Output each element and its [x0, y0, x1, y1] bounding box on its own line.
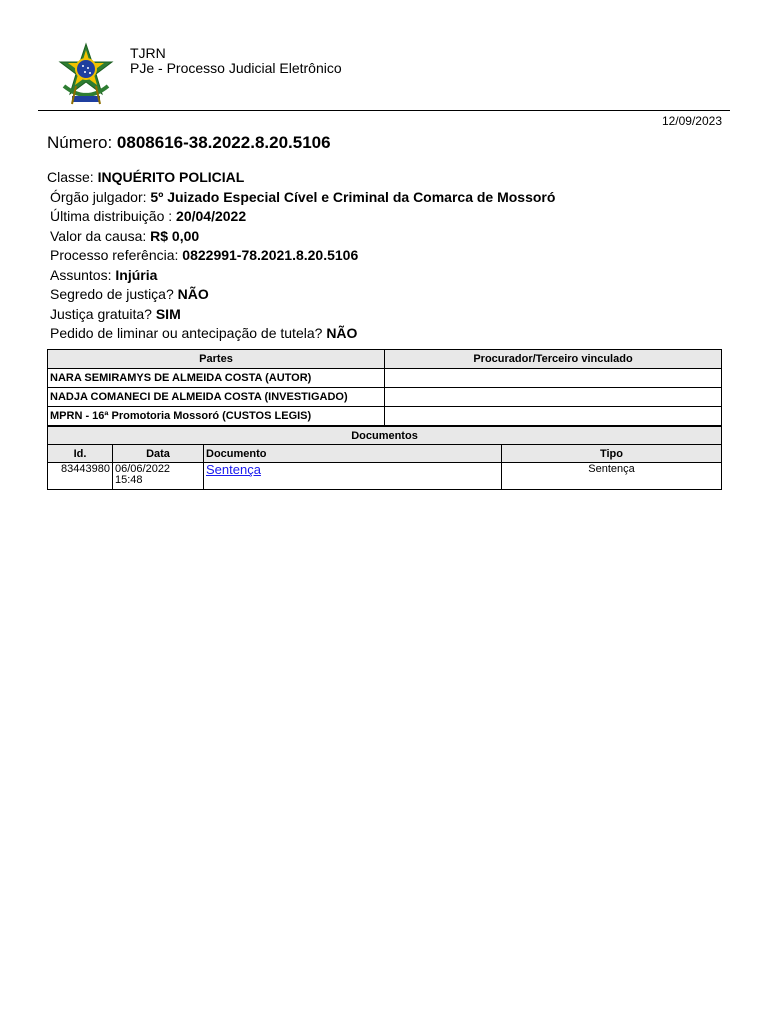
process-number-value: 0808616-38.2022.8.20.5106 — [116, 133, 331, 152]
party-attorney — [385, 388, 722, 407]
field-value: R$ 0,00 — [150, 227, 200, 244]
field-value: SIM — [155, 305, 181, 322]
table-row — [48, 463, 722, 490]
org-short-name: TJRN — [130, 45, 166, 61]
system-name: PJe - Processo Judicial Eletrônico — [130, 60, 342, 76]
table-row — [48, 407, 722, 426]
field-pedido-liminar — [47, 324, 555, 344]
party-name: MPRN - 16ª Promotoria Mossoró (CUSTOS LEGIS) — [48, 407, 385, 426]
table-row — [48, 388, 722, 407]
document-time: 15:48 — [115, 474, 143, 486]
field-label: Órgão julgador: — [50, 188, 151, 205]
field-value: 20/04/2022 — [176, 208, 247, 224]
field-processo-referencia — [47, 246, 555, 266]
date-column-header: Data — [113, 445, 204, 463]
party-name: NARA SEMIRAMYS DE ALMEIDA COSTA (AUTOR) — [48, 369, 385, 388]
documents-table — [47, 426, 722, 490]
field-value: INQUÉRITO POLICIAL — [97, 169, 245, 185]
field-label: Assuntos: — [50, 266, 116, 283]
field-segredo-justica — [47, 285, 555, 305]
party-attorney — [385, 369, 722, 388]
document-column-header: Documento — [204, 445, 502, 463]
page-header — [38, 38, 730, 111]
id-column-header: Id. — [48, 445, 113, 463]
field-classe — [47, 168, 555, 188]
field-valor-causa — [47, 227, 555, 247]
document-cell — [204, 463, 502, 490]
field-value: Injúria — [115, 266, 158, 283]
parties-column-header: Partes — [48, 350, 385, 369]
field-label: Processo referência: — [50, 247, 183, 263]
attorney-column-header: Procurador/Terceiro vinculado — [385, 350, 722, 369]
process-fields — [47, 168, 555, 344]
document-id: 83443980 — [48, 463, 113, 490]
document-date: 06/06/2022 — [115, 463, 171, 475]
document-link[interactable]: Sentença — [206, 462, 261, 477]
parties-header-row — [48, 350, 722, 369]
report-date: 12/09/2023 — [661, 114, 722, 128]
field-label: Justiça gratuita? — [50, 305, 156, 322]
field-value: 5º Juizado Especial Cível e Criminal da Comarca de Mossoró — [150, 188, 556, 205]
field-label: Última distribuição : — [50, 208, 177, 224]
organization-block — [130, 46, 342, 76]
document-datetime — [113, 463, 204, 490]
process-number — [47, 133, 331, 153]
party-name: NADJA COMANECI DE ALMEIDA COSTA (INVESTIGADO) — [48, 388, 385, 407]
field-label: Pedido de liminar ou antecipação de tutela? — [50, 325, 327, 341]
field-value: NÃO — [177, 286, 209, 302]
field-label: Segredo de justiça? — [50, 286, 178, 302]
field-value: NÃO — [326, 325, 358, 341]
field-orgao-julgador — [47, 188, 555, 208]
field-justica-gratuita — [47, 305, 555, 325]
process-number-label: Número: — [47, 133, 113, 152]
coat-of-arms-icon — [54, 42, 118, 110]
documents-title: Documentos — [48, 427, 722, 445]
party-attorney — [385, 407, 722, 426]
document-type: Sentença — [502, 463, 722, 490]
field-label: Valor da causa: — [50, 227, 151, 244]
type-column-header: Tipo — [502, 445, 722, 463]
parties-table — [47, 349, 722, 426]
documents-header-row — [48, 445, 722, 463]
field-ultima-distribuicao — [47, 207, 555, 227]
documents-title-row — [48, 427, 722, 445]
field-assuntos — [47, 266, 555, 286]
table-row — [48, 369, 722, 388]
field-label: Classe: — [47, 169, 98, 185]
field-value: 0822991-78.2021.8.20.5106 — [182, 247, 359, 263]
